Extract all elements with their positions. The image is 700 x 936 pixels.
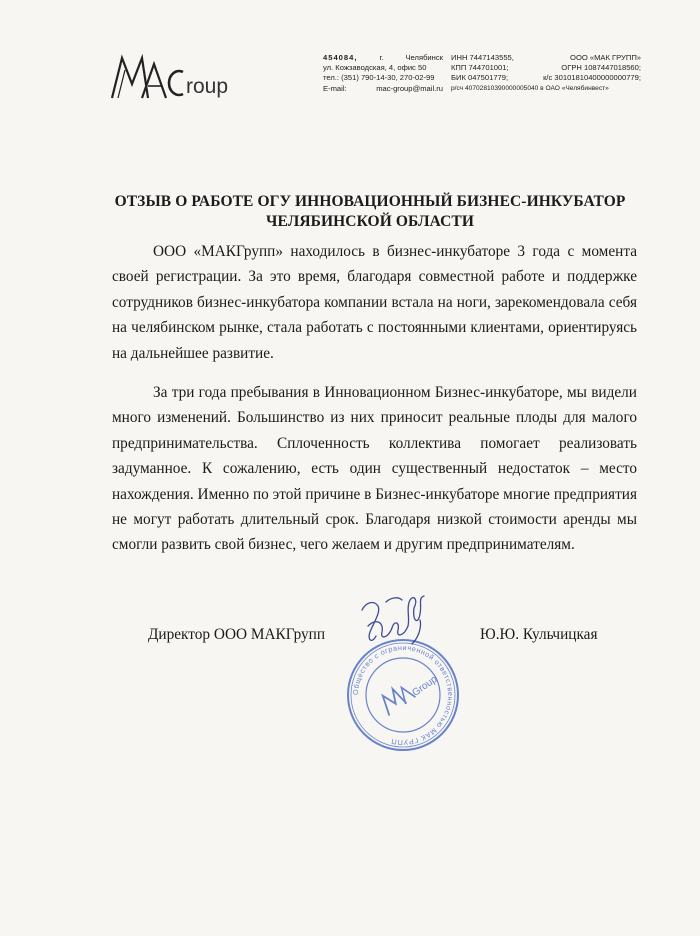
requisite-ogrn: ОГРН 1087447018560; [561,63,641,73]
address-zip: 454084, [323,53,358,62]
company-requisites [451,53,641,94]
signatory-role: Директор ООО МАКГрупп [148,626,326,643]
requisite-inn: ИНН 7447143555, [451,53,514,62]
document-title: ОТЗЫВ О РАБОТЕ ОГУ ИННОВАЦИОННЫЙ БИЗНЕС-ИНКУБАТОР ЧЕЛЯБИНСКОЙ ОБЛАСТИ [114,193,626,230]
address-phone: тел.: (351) 790-14-30, 270-02-99 [323,73,435,83]
address-email: mac-group@mail.ru [376,83,443,93]
requisite-company: ООО «МАК ГРУПП» [570,53,641,62]
address-email-label: E-mail: [323,83,347,93]
address-city: Челябинск [405,53,443,62]
svg-text:roup: roup [186,75,229,98]
paragraph-2: За три года пребывания в Инновационном Бизнес-инкубаторе, мы видели много изменений. Большинство из них приносит реальные плоды для малого предпринимательства. Сплоченность коллектива помогает реализовать задуманное. К сожалению, есть один существенный недостаток – место нахождения. Именно по этой причине в Бизнес-инкубаторе многие предприятия не могут работать длительный срок. Благодаря низкой стоимости аренды мы смогли развить свой бизнес, чего желаем и другим предпринимателям. [112,384,637,554]
stamp-ring-text: Общество с ограниченной ответственностью МАК ГРУПП [350,642,456,748]
address-city-prefix: г. [379,53,384,62]
requisite-ks: к/с 30101810400000000779; [543,73,641,83]
requisite-account: р/сч 40702810390000005040 в ОАО «Челябинвест» [451,84,609,92]
handwritten-signature [348,592,433,662]
requisite-kpp: КПП 744701001; [451,63,509,73]
company-logo [108,50,248,106]
company-address [323,53,443,94]
requisite-bik: БИК 047501779; [451,73,509,83]
svg-text:Group: Group [410,673,440,699]
signatory-name: Ю.Ю. Кульчицкая [480,626,598,643]
paragraph-1: ООО «МАКГрупп» находилось в бизнес-инкубаторе 3 года с момента своей регистрации. За это время, благодаря совместной работе и поддержке сотрудников бизнес-инкубатора компании встала на ноги, зарекомендовала себя на челябинском рынке, стала работать с постоянными клиентами, ориентируясь на дальнейшее развитие. [112,243,637,362]
address-street: ул. Кожзаводская, 4, офис 50 [323,63,427,73]
